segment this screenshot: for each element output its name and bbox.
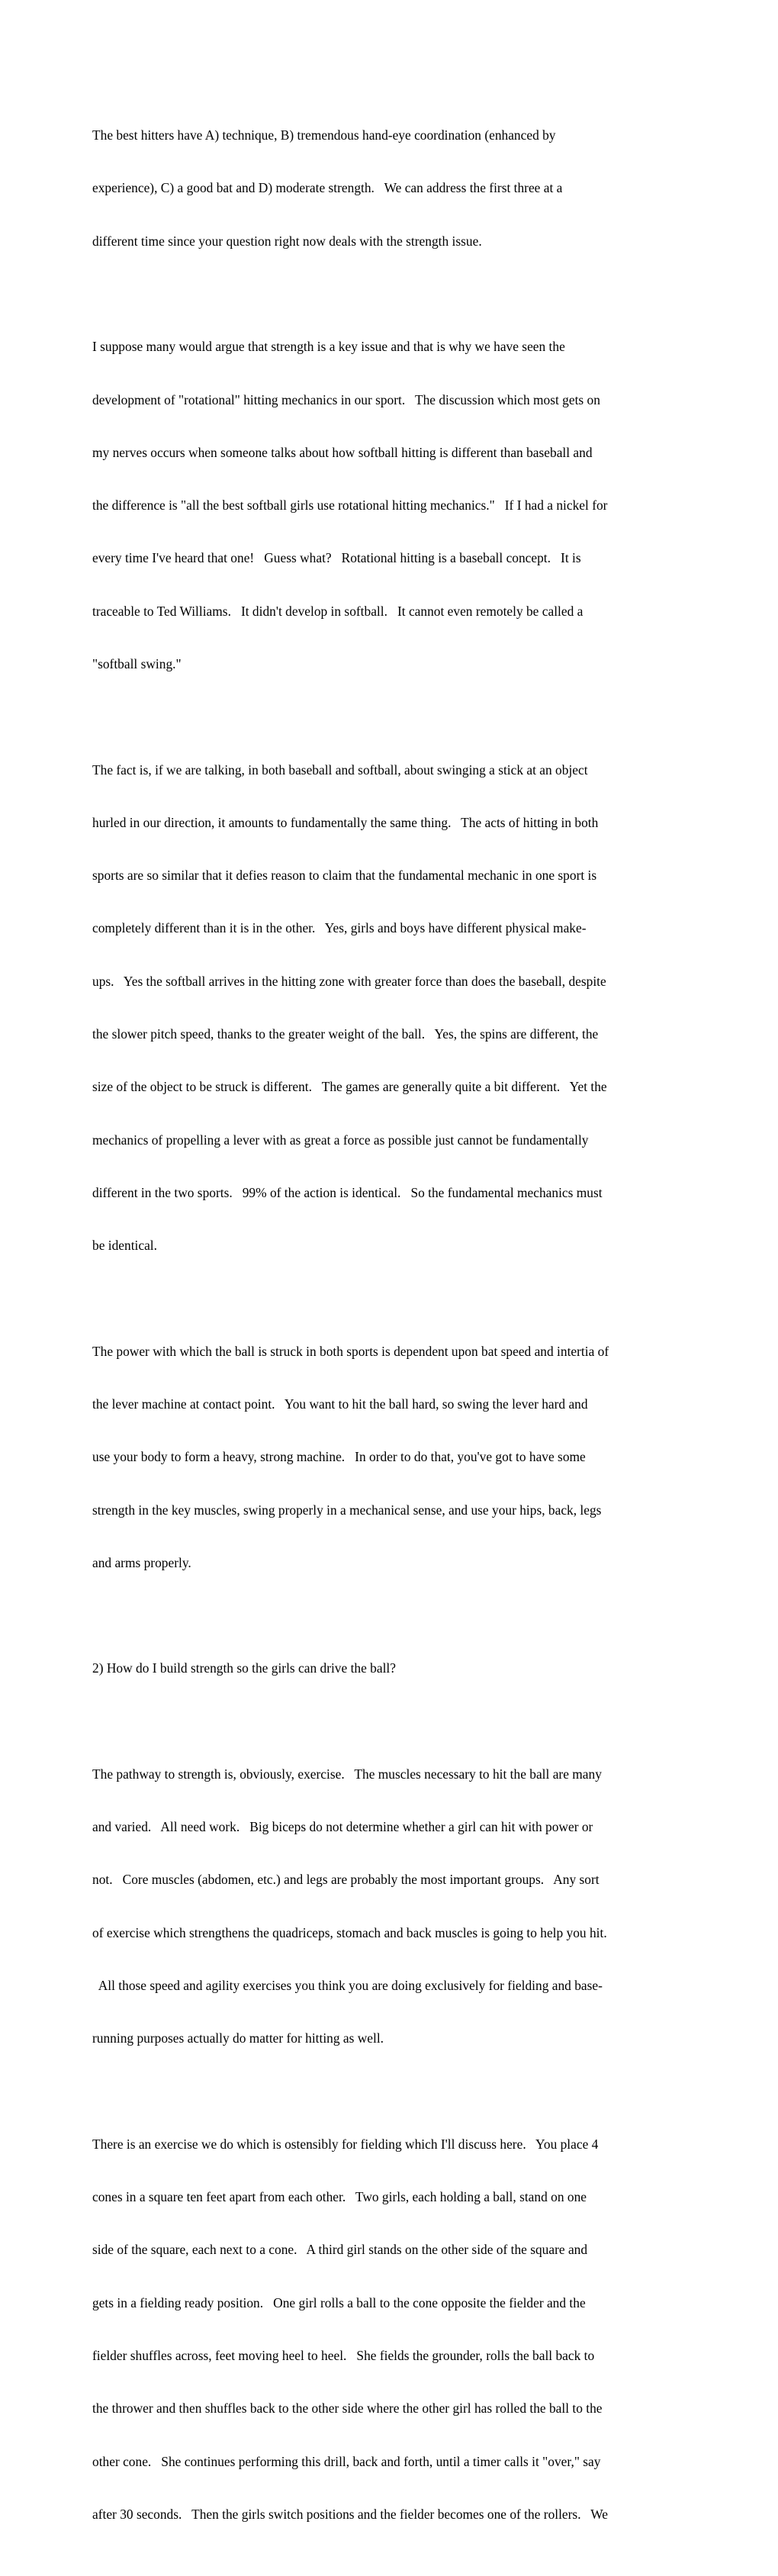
text-line: my nerves occurs when someone talks about how softball hitting is different than baseball and bbox=[92, 444, 593, 460]
paragraph-baseball-softball-comparison bbox=[92, 726, 695, 1290]
text-line: completely different than it is in the other. Yes, girls and boys have different physical make- bbox=[92, 920, 587, 936]
document-page bbox=[92, 92, 695, 2576]
paragraph-rotational-mechanics bbox=[92, 303, 695, 708]
text-line: The pathway to strength is, obviously, exercise. The muscles necessary to hit the ball are many bbox=[92, 1766, 602, 1782]
text-line: not. Core muscles (abdomen, etc.) and legs are probably the most important groups. Any sort bbox=[92, 1872, 600, 1888]
text-line: side of the square, each next to a cone. A third girl stands on the other side of the square and bbox=[92, 2242, 588, 2258]
text-line: other cone. She continues performing this drill, back and forth, until a timer calls it "over," say bbox=[92, 2453, 601, 2469]
text-line: development of "rotational" hitting mechanics in our sport. The discussion which most gets on bbox=[92, 391, 600, 407]
text-line: I suppose many would argue that strength is a key issue and that is why we have seen the bbox=[92, 339, 565, 355]
text-line: 2) How do I build strength so the girls can drive the ball? bbox=[92, 1660, 396, 1676]
text-line: The fact is, if we are talking, in both baseball and softball, about swinging a stick at an object bbox=[92, 762, 588, 778]
text-line: strength in the key muscles, swing properly in a mechanical sense, and use your hips, back, legs bbox=[92, 1502, 602, 1518]
text-line: hurled in our direction, it amounts to fundamentally the same thing. The acts of hitting in both bbox=[92, 814, 599, 830]
text-line: experience), C) a good bat and D) moderate strength. We can address the first three at a bbox=[92, 180, 563, 196]
text-line: of exercise which strengthens the quadriceps, stomach and back muscles is going to help you hit. bbox=[92, 1924, 607, 1940]
paragraph-exercise-strength bbox=[92, 1731, 695, 2083]
text-line: cones in a square ten feet apart from each other. Two girls, each holding a ball, stand on one bbox=[92, 2189, 587, 2205]
text-line: and arms properly. bbox=[92, 1554, 191, 1570]
paragraph-hitters-qualities bbox=[92, 92, 695, 285]
text-line: be identical. bbox=[92, 1238, 157, 1254]
text-line: gets in a fielding ready position. One girl rolls a ball to the cone opposite the fielder and the bbox=[92, 2294, 586, 2310]
text-line: mechanics of propelling a lever with as great a force as possible just cannot be fundamentally bbox=[92, 1132, 589, 1148]
text-line: The power with which the ball is struck in both sports is dependent upon bat speed and intertia of bbox=[92, 1343, 609, 1359]
paragraph-power-bat-speed bbox=[92, 1307, 695, 1607]
text-line: traceable to Ted Williams. It didn't develop in softball. It cannot even remotely be called a bbox=[92, 603, 584, 619]
text-line: use your body to form a heavy, strong machine. In order to do that, you've got to have some bbox=[92, 1449, 586, 1465]
text-line: There is an exercise we do which is ostensibly for fielding which I'll discuss here. You place 4 bbox=[92, 2136, 599, 2152]
text-line: and varied. All need work. Big biceps do not determine whether a girl can hit with power or bbox=[92, 1819, 593, 1835]
text-line: the slower pitch speed, thanks to the greater weight of the ball. Yes, the spins are different, the bbox=[92, 1026, 599, 1042]
text-line: ups. Yes the softball arrives in the hitting zone with greater force than does the baseball, despite bbox=[92, 973, 606, 989]
text-line: "softball swing." bbox=[92, 656, 182, 671]
text-line: sports are so similar that it defies reason to claim that the fundamental mechanic in one sport is bbox=[92, 868, 597, 884]
text-line: the difference is "all the best softball girls use rotational hitting mechanics." If I had a nickel for bbox=[92, 497, 608, 514]
text-line: different time since your question right now deals with the strength issue. bbox=[92, 233, 482, 249]
question-heading bbox=[92, 1624, 695, 1712]
text-line: after 30 seconds. Then the girls switch positions and the fielder becomes one of the rollers. We bbox=[92, 2506, 609, 2522]
paragraph-cone-drill bbox=[92, 2101, 695, 2558]
text-line: every time I've heard that one! Guess what? Rotational hitting is a baseball concept. It is bbox=[92, 550, 581, 566]
text-line: the lever machine at contact point. You want to hit the ball hard, so swing the lever hard and bbox=[92, 1396, 588, 1412]
text-line: the thrower and then shuffles back to the other side where the other girl has rolled the ball to the bbox=[92, 2401, 603, 2417]
text-line: fielder shuffles across, feet moving heel to heel. She fields the grounder, rolls the ball back to bbox=[92, 2348, 595, 2363]
text-line: running purposes actually do matter for hitting as well. bbox=[92, 2030, 384, 2046]
text-line: The best hitters have A) technique, B) tremendous hand-eye coordination (enhanced by bbox=[92, 127, 556, 143]
text-line: size of the object to be struck is different. The games are generally quite a bit different. Yet the bbox=[92, 1079, 607, 1095]
text-line: All those speed and agility exercises you think you are doing exclusively for fielding and base- bbox=[92, 1978, 603, 1994]
text-line: different in the two sports. 99% of the action is identical. So the fundamental mechanics must bbox=[92, 1184, 603, 1200]
